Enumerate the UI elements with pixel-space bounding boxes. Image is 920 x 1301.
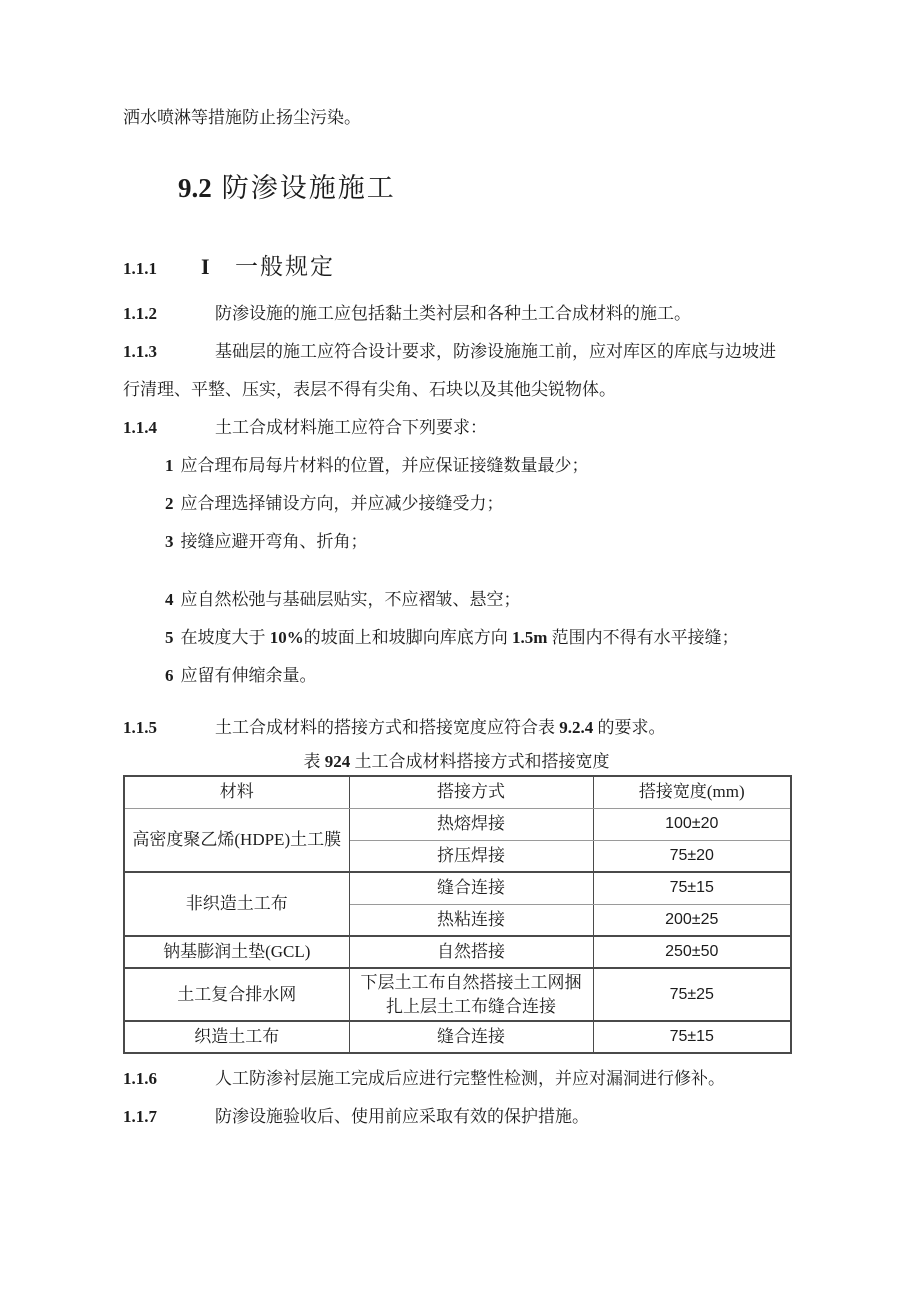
cell-method: 缝合连接: [349, 872, 593, 904]
clause-1-1-6: [123, 1060, 792, 1098]
clause-number: 1.1.7: [123, 1107, 157, 1126]
item-text: 应自然松弛与基础层贴实，不应褶皱、悬空；: [180, 590, 521, 609]
list-item-2: [165, 485, 792, 523]
cell-material: 土工复合排水网: [124, 968, 349, 1021]
table-row: [124, 968, 791, 1021]
list-item-4: [165, 581, 792, 619]
clause-1-1-2: [123, 295, 792, 333]
cell-width: 75±15: [593, 872, 791, 904]
table-reference-number: 9.2.4: [559, 718, 594, 737]
table-row: [124, 936, 791, 968]
item-number: 4: [165, 590, 174, 609]
cell-method: 下层土工布自然搭接土工网捆扎上层土工布缝合连接: [349, 968, 593, 1021]
clause-text: 防渗设施的施工应包括黏土类衬层和各种土工合成材料的施工。: [215, 304, 691, 323]
cell-width: 75±20: [593, 840, 791, 872]
section-number: 9.2: [178, 173, 212, 203]
list-item-5: [165, 619, 792, 657]
clause-number: 1.1.2: [123, 304, 157, 323]
clause-text-part: 土工合成材料的搭接方式和搭接宽度应符合表: [215, 718, 560, 737]
cell-width: 75±15: [593, 1021, 791, 1053]
clause-text-part: 的要求。: [593, 718, 666, 737]
lap-joint-table: [123, 775, 792, 1054]
subsection-roman-numeral: I: [201, 254, 210, 279]
table-row: [124, 872, 791, 904]
cell-width: 250±50: [593, 936, 791, 968]
clause-text: 基础层的施工应符合设计要求，防渗设施施工前，应对库区的库底与边坡进行清理、平整、压实，表层不得有尖角、石块以及其他尖锐物体。: [123, 342, 776, 399]
section-title: 防渗设施施工: [221, 173, 396, 203]
caption-title: 土工合成材料搭接方式和搭接宽度: [350, 752, 610, 771]
cell-width: 75±25: [593, 968, 791, 1021]
item-number: 5: [165, 628, 174, 647]
header-width: 搭接宽度(mm): [593, 776, 791, 808]
table-row: [124, 1021, 791, 1053]
cell-method: 热粘连接: [349, 904, 593, 936]
caption-prefix: 表: [303, 752, 325, 771]
cell-method: 热熔焊接: [349, 808, 593, 840]
item-bold-value: 1.5m: [512, 628, 548, 647]
cell-width: 200±25: [593, 904, 791, 936]
header-method: 搭接方式: [349, 776, 593, 808]
item-text-part: 的坡面上和坡脚向库底方向: [303, 628, 512, 647]
clause-text: 土工合成材料施工应符合下列要求：: [215, 418, 487, 437]
clause-text: 防渗设施验收后、使用前应采取有效的保护措施。: [215, 1107, 589, 1126]
item-text: 应合理布局每片材料的位置，并应保证接缝数量最少；: [180, 456, 589, 475]
caption-number: 924: [324, 752, 351, 771]
item-number: 3: [165, 532, 174, 551]
item-number: 2: [165, 494, 174, 513]
cell-width: 100±20: [593, 808, 791, 840]
clause-text: 人工防渗衬层施工完成后应进行完整性检测，并应对漏洞进行修补。: [215, 1069, 725, 1088]
subsection-title: 一般规定: [235, 254, 335, 279]
item-text-part: 在坡度大于: [180, 628, 270, 647]
cell-method: 缝合连接: [349, 1021, 593, 1053]
item-text-part: 范围内不得有水平接缝；: [547, 628, 739, 647]
clause-1-1-7: [123, 1098, 792, 1136]
cell-method: 自然搭接: [349, 936, 593, 968]
item-bold-value: 10%: [269, 628, 304, 647]
cell-method: 挤压焊接: [349, 840, 593, 872]
clause-1-1-5: [123, 709, 792, 747]
cell-material: 织造土工布: [124, 1021, 349, 1053]
item-text: 接缝应避开弯角、折角；: [180, 532, 368, 551]
list-item-3: [165, 523, 792, 561]
clause-number: 1.1.3: [123, 342, 157, 361]
item-text: 应合理选择铺设方向，并应减少接缝受力；: [180, 494, 504, 513]
table-header-row: [124, 776, 791, 808]
table-row: [124, 808, 791, 840]
intro-paragraph: 洒水喷淋等措施防止扬尘污染。: [123, 108, 361, 127]
item-number: 6: [165, 666, 174, 685]
clause-1-1-3: [123, 333, 792, 409]
cell-material: 非织造土工布: [124, 872, 349, 936]
cell-material: 钠基膨润土垫(GCL): [124, 936, 349, 968]
clause-1-1-4: [123, 409, 792, 447]
header-material: 材料: [124, 776, 349, 808]
subsection-heading: [123, 251, 792, 285]
item-text: 应留有伸缩余量。: [180, 666, 317, 685]
table-caption: [123, 749, 790, 775]
clause-number: 1.1.6: [123, 1069, 157, 1088]
cell-material: 高密度聚乙烯(HDPE)土工膜: [124, 808, 349, 872]
clause-number: 1.1.4: [123, 418, 157, 437]
clause-number: 1.1.5: [123, 718, 157, 737]
section-heading: [178, 169, 792, 207]
subsection-number: 1.1.1: [123, 259, 157, 278]
list-item-6: [165, 657, 792, 695]
item-number: 1: [165, 456, 174, 475]
list-item-1: [165, 447, 792, 485]
